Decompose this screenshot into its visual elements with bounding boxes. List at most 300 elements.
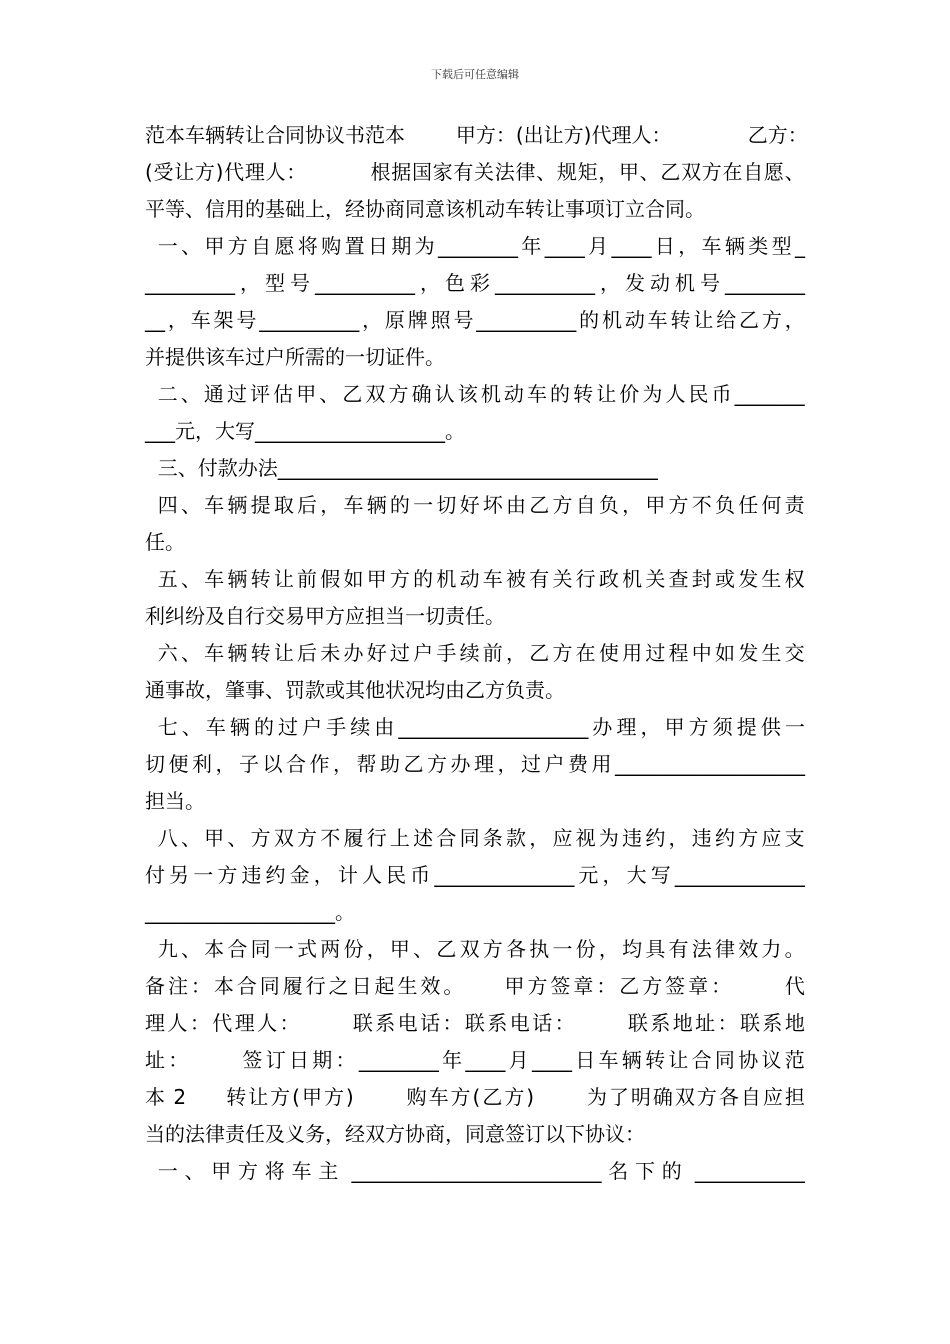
text-segment: __________ [259, 308, 360, 332]
text-segment: 好 [459, 493, 480, 517]
text-segment: 让 [248, 1085, 269, 1109]
text-segment: ___________________ [398, 715, 589, 739]
text-segment: ， [215, 752, 236, 776]
text-segment: ____ [465, 1048, 506, 1072]
text-segment: 子 [239, 752, 259, 776]
text-segment: 期 [391, 234, 412, 258]
text-line [145, 860, 805, 890]
text-segment: 类 [748, 234, 769, 258]
text-segment: 手 [436, 641, 457, 665]
text-line [145, 823, 805, 853]
text-segment: 辆 [227, 493, 248, 517]
text-segment: 一 [413, 493, 434, 517]
text-segment: 方 [238, 1159, 259, 1183]
text-segment: 代 [784, 974, 805, 998]
text-segment: 章 [573, 974, 594, 998]
text-segment: 条 [482, 826, 503, 850]
text-segment: 方 [696, 1085, 717, 1109]
text-segment: ， [529, 826, 550, 850]
text-segment: 律 [714, 937, 735, 961]
text-segment: ________ [358, 1048, 439, 1072]
text-segment: 确 [652, 1085, 673, 1109]
text-segment: 电 [509, 1011, 530, 1035]
text-segment: 乙 [529, 493, 550, 517]
text-segment: 的 [413, 567, 434, 591]
text-segment: 号 [453, 308, 474, 332]
text-line: 通事故，肇事、罚款或其他状况均由乙方负责。 [145, 678, 565, 702]
text-segment: 联 [740, 1011, 760, 1035]
text-segment: ， [313, 863, 334, 887]
text-segment: 甲 [204, 826, 225, 850]
text-segment: 的 [253, 715, 274, 739]
text-segment: 方 [552, 493, 573, 517]
text-segment: 一 [784, 715, 805, 739]
text-segment: 应 [552, 826, 573, 850]
text-segment: 不 [691, 493, 712, 517]
text-segment: 了 [608, 1085, 629, 1109]
text-segment: 一 [145, 234, 178, 258]
text-segment: 号 [236, 308, 257, 332]
text-segment: 家 [432, 160, 453, 184]
text-segment: 假 [320, 567, 341, 591]
text-segment: ， [598, 937, 619, 961]
text-segment: ： [279, 1011, 351, 1035]
text-segment: ) [215, 160, 224, 184]
text-segment: 方 [552, 641, 573, 665]
text-segment: ： [651, 123, 748, 147]
text-segment: 一 [552, 937, 573, 961]
text-segment: 方 [504, 1085, 525, 1109]
text-segment: 系 [762, 1011, 783, 1035]
text-segment: 系 [650, 1011, 671, 1035]
text-segment: 力 [761, 937, 782, 961]
text-segment: __________ [495, 271, 595, 295]
text-segment: 有 [453, 160, 474, 184]
text-segment: 、 [413, 937, 434, 961]
text-segment: ， [600, 271, 620, 295]
text-segment: 乙 [482, 1085, 503, 1109]
text-segment: 具 [645, 937, 666, 961]
text-segment: 机 [622, 567, 643, 591]
text-segment: 书 [345, 123, 365, 147]
text-segment: 、 [536, 160, 557, 184]
text-line [145, 1082, 805, 1112]
text-segment: 给 [716, 308, 737, 332]
text-segment: ) [526, 1085, 585, 1109]
text-segment: 另 [169, 863, 190, 887]
text-segment: 甲 [455, 123, 476, 147]
text-segment: 日 [575, 1048, 596, 1072]
text-segment: 代 [212, 1011, 233, 1035]
text-segment: 让 [273, 567, 294, 591]
text-segment: 七 [145, 715, 178, 739]
text-segment: 议 [761, 1048, 782, 1072]
text-segment: 各 [718, 1085, 739, 1109]
text-segment: ， [506, 641, 526, 665]
text-segment: 、 [227, 826, 248, 850]
text-segment: 地 [672, 1011, 693, 1035]
text-segment: 、 [180, 641, 201, 665]
text-segment: ， [622, 493, 643, 517]
text-segment: 动 [624, 308, 645, 332]
text-segment: 乙 [529, 641, 550, 665]
text-segment: 方 [738, 826, 759, 850]
text-segment: 合 [691, 1048, 712, 1072]
text-segment: 一 [193, 863, 214, 887]
text-segment: 币 [410, 863, 431, 887]
text-segment: 被 [506, 567, 526, 591]
text-segment: 中 [691, 641, 712, 665]
text-segment: 查 [668, 567, 689, 591]
text-segment: ： [717, 1011, 738, 1035]
text-segment: 四 [145, 493, 178, 517]
text-segment: 方 [194, 160, 215, 184]
text-segment: 方 [767, 123, 788, 147]
text-segment: 律 [515, 160, 536, 184]
text-segment: 本 [204, 937, 225, 961]
text-segment: 转 [250, 641, 271, 665]
text-segment: ： [190, 974, 211, 998]
text-segment: 甲 [664, 715, 685, 739]
text-segment: 方 [270, 1085, 291, 1109]
text-segment: 约 [714, 826, 735, 850]
text-segment: 、 [180, 382, 201, 406]
text-segment: 帮 [356, 752, 377, 776]
text-segment: ___________ [694, 1159, 805, 1183]
text-segment: 机 [480, 382, 501, 406]
text-segment: ______________ [434, 863, 575, 887]
text-segment: 合 [236, 974, 257, 998]
text-segment: ： [787, 123, 808, 147]
text-segment: ： [442, 1011, 463, 1035]
text-segment: 切 [436, 493, 457, 517]
text-line [145, 157, 805, 187]
text-segment: 章 [688, 974, 709, 998]
text-segment: 方 [297, 826, 318, 850]
text-segment: ， [167, 308, 188, 332]
text-segment: 范 [145, 123, 165, 147]
text-segment: 合 [286, 752, 306, 776]
text-segment: 以 [262, 752, 283, 776]
text-segment: 评 [250, 382, 271, 406]
text-segment: 受 [153, 160, 174, 184]
text-segment: 日 [288, 1048, 309, 1072]
text-segment: 户 [544, 752, 565, 776]
text-segment: 架 [213, 308, 234, 332]
text-segment: ： [554, 1011, 626, 1035]
text-segment: 原 [384, 308, 405, 332]
text-segment: 自 [575, 493, 596, 517]
text-segment: ， [366, 937, 387, 961]
text-segment: ____ [611, 234, 652, 258]
text-segment: ________ [438, 234, 519, 258]
text-segment: 方 [668, 493, 689, 517]
text-segment: 同 [459, 826, 480, 850]
text-segment: 方 [761, 308, 782, 332]
text-segment: 理 [244, 160, 265, 184]
text-segment: 效 [738, 937, 759, 961]
text-segment: 如 [714, 641, 735, 665]
text-segment: 合 [436, 826, 457, 850]
text-line [145, 490, 805, 520]
text-segment: 之 [328, 974, 349, 998]
text-segment: 让 [245, 123, 265, 147]
text-segment: ： [168, 1048, 240, 1072]
text-line: 并提供该车过户所需的一切证件。 [145, 345, 445, 369]
text-segment: 未 [320, 641, 341, 665]
text-segment: 份 [343, 937, 364, 961]
text-segment: 车 [428, 1085, 449, 1109]
text-segment: 应 [761, 826, 782, 850]
text-segment: 辆 [621, 1048, 642, 1072]
text-segment: 生 [397, 974, 418, 998]
text-segment: 约 [645, 826, 666, 850]
text-segment: 确 [411, 382, 432, 406]
text-segment: 甲 [211, 1159, 232, 1183]
text-segment: 不 [320, 826, 341, 850]
text-segment: ： [189, 1011, 210, 1035]
page-header: 下载后可任意编辑 [431, 68, 519, 81]
text-segment: 方 [389, 567, 410, 591]
text-segment: 法 [691, 937, 712, 961]
text-segment: 出 [523, 123, 544, 147]
text-segment: 取 [273, 493, 294, 517]
text-segment: 方 [227, 234, 248, 258]
text-segment: 方 [388, 382, 409, 406]
text-segment: 规 [556, 160, 577, 184]
text-segment: 生 [761, 567, 782, 591]
text-segment: 辆 [205, 123, 225, 147]
text-segment: 坏 [482, 493, 503, 517]
text-segment: 本 [165, 123, 185, 147]
text-segment: 提 [736, 715, 757, 739]
text-segment: 发 [738, 641, 759, 665]
text-segment: 范 [365, 123, 385, 147]
text-segment: 转 [250, 567, 271, 591]
text-segment: 一 [145, 1159, 178, 1183]
text-segment: 下 [634, 1159, 655, 1183]
text-line [145, 638, 805, 668]
text-segment: 方 [563, 123, 584, 147]
text-segment: 。 [443, 974, 502, 998]
text-segment: 乙 [436, 937, 457, 961]
text-segment: 色 [445, 271, 465, 295]
text-segment: 人 [257, 1011, 278, 1035]
text-segment: 各 [506, 937, 526, 961]
text-segment: 动 [503, 382, 524, 406]
text-segment: 负 [714, 493, 735, 517]
text-segment: 人 [361, 863, 382, 887]
text-segment: 乙 [342, 382, 363, 406]
text-segment: ： [286, 160, 370, 184]
text-segment: 、 [181, 234, 202, 258]
text-segment: 写 [650, 863, 671, 887]
text-segment: 付 [145, 863, 165, 887]
text-segment: 在 [575, 641, 596, 665]
text-segment: 户 [413, 641, 434, 665]
text-segment: 同 [259, 974, 280, 998]
text-segment: 有 [668, 937, 689, 961]
text-segment: 甲 [366, 567, 387, 591]
text-segment: 机 [436, 567, 457, 591]
text-segment: ， [678, 234, 699, 258]
text-segment: 联 [627, 1011, 648, 1035]
text-segment: 均 [622, 937, 643, 961]
text-segment: 述 [413, 826, 434, 850]
text-segment: 理 [611, 123, 632, 147]
text-segment: ： [711, 974, 782, 998]
text-segment: 合 [227, 937, 248, 961]
text-segment: 甲 [204, 234, 225, 258]
text-segment: 方 [323, 1085, 344, 1109]
text-segment: 交 [784, 641, 805, 665]
text-segment: 号 [700, 271, 720, 295]
text-segment: 车 [647, 308, 668, 332]
text-segment: 使 [598, 641, 619, 665]
text-segment: ) [345, 1085, 405, 1109]
text-segment: 两 [320, 937, 341, 961]
text-segment: 2 [173, 1085, 225, 1109]
text-segment: 由 [506, 493, 526, 517]
text-segment: 约 [265, 863, 286, 887]
text-segment: 双 [459, 937, 480, 961]
text-segment: 份 [575, 937, 596, 961]
text-segment: 同 [250, 937, 271, 961]
text-segment: 权 [784, 567, 805, 591]
text-segment: 购 [321, 234, 342, 258]
text-segment: 联 [352, 1011, 373, 1035]
text-segment: 月 [588, 234, 609, 258]
text-segment: 的 [550, 382, 571, 406]
text-segment: 辆 [366, 493, 387, 517]
text-segment: 方 [642, 974, 663, 998]
text-segment: 理 [474, 752, 494, 776]
text-segment: ， [240, 271, 260, 295]
text-segment: 期 [312, 1048, 333, 1072]
text-segment: 关 [645, 567, 666, 591]
text-segment: 前 [297, 567, 318, 591]
text-line: 利纠纷及自行交易甲方应担当一切责任。 [145, 604, 505, 628]
text-segment: 户 [302, 715, 323, 739]
text-segment: 、 [180, 567, 201, 591]
text-segment: 自 [251, 234, 272, 258]
text-segment: 车 [190, 308, 211, 332]
text-segment: 该 [457, 382, 478, 406]
text-segment: 、 [784, 160, 805, 184]
text-segment: 手 [326, 715, 347, 739]
text-segment: 主 [318, 1159, 345, 1183]
text-segment: ( [472, 1085, 481, 1109]
text-segment: 程 [668, 641, 689, 665]
text-segment: 费 [568, 752, 588, 776]
text-segment: 理 [145, 1011, 165, 1035]
text-segment: 方 [217, 863, 238, 887]
text-segment: 车 [204, 493, 225, 517]
text-segment: ， [320, 493, 341, 517]
text-segment: 、 [180, 826, 201, 850]
text-segment: 办 [450, 752, 471, 776]
text-segment: 担 [784, 1085, 805, 1109]
text-segment: 愿 [274, 234, 295, 258]
text-segment: 乙 [619, 974, 640, 998]
text-segment: 置 [344, 234, 365, 258]
text-segment: 地 [784, 1011, 805, 1035]
text-segment: 民 [688, 382, 709, 406]
text-segment: ， [602, 863, 623, 887]
text-segment: 关 [552, 567, 573, 591]
text-segment: 车 [482, 567, 503, 591]
text-segment: 车 [204, 567, 225, 591]
text-segment: 方 [701, 160, 722, 184]
text-segment: 办 [343, 641, 364, 665]
text-segment: 根 [370, 160, 391, 184]
text-segment: 代 [591, 123, 612, 147]
text-segment: 的 [389, 493, 410, 517]
text-segment: 乙 [660, 160, 681, 184]
text-segment: 、 [319, 382, 340, 406]
text-segment: 通 [203, 382, 224, 406]
text-segment: 办 [592, 715, 613, 739]
text-segment: 愿 [763, 160, 784, 184]
text-segment: 金 [289, 863, 310, 887]
text-line: 任。 [145, 530, 185, 554]
text-segment: 大 [626, 863, 647, 887]
text-line: 平等、信用的基础上，经协商同意该机动车转让事项订立合同。 [145, 197, 705, 221]
text-segment: 政 [598, 567, 619, 591]
text-segment: 价 [619, 382, 640, 406]
text-segment: 转 [226, 1085, 247, 1109]
text-line [145, 1008, 805, 1038]
text-segment: 认 [434, 382, 455, 406]
text-segment: 民 [386, 863, 407, 887]
text-line [145, 1156, 805, 1186]
text-segment: 过 [521, 752, 541, 776]
text-segment: 车 [205, 715, 226, 739]
text-segment: 好 [366, 641, 387, 665]
text-segment: 年 [442, 1048, 463, 1072]
text-segment: 行 [305, 974, 326, 998]
text-segment: 本 [213, 974, 234, 998]
text-segment: 据 [391, 160, 412, 184]
text-segment: 双 [681, 160, 702, 184]
text-segment: 车 [185, 123, 205, 147]
text-line [145, 231, 805, 261]
text-segment: 式 [297, 937, 318, 961]
text-segment: ， [333, 752, 353, 776]
text-segment: 方 [475, 123, 496, 147]
text-segment: 发 [738, 567, 759, 591]
text-segment: 用 [622, 641, 643, 665]
text-segment: 让 [174, 160, 195, 184]
text-segment: 日 [367, 234, 388, 258]
text-segment: 让 [596, 382, 617, 406]
text-segment: 车 [204, 641, 225, 665]
text-segment: ___________________ [615, 752, 805, 776]
text-segment: 双 [365, 382, 386, 406]
text-segment: 人 [265, 160, 286, 184]
text-segment: 本 [385, 123, 456, 147]
text-segment: 方 [482, 937, 503, 961]
text-segment: 责 [784, 493, 805, 517]
text-segment: 在 [722, 160, 743, 184]
text-segment: 提 [250, 493, 271, 517]
text-segment: 、 [184, 1159, 205, 1183]
text-segment: 号 [290, 271, 310, 295]
text-segment: 年 [521, 234, 542, 258]
text-segment: 视 [575, 826, 596, 850]
text-segment: 方 [427, 752, 447, 776]
text-segment: 用 [591, 752, 612, 776]
